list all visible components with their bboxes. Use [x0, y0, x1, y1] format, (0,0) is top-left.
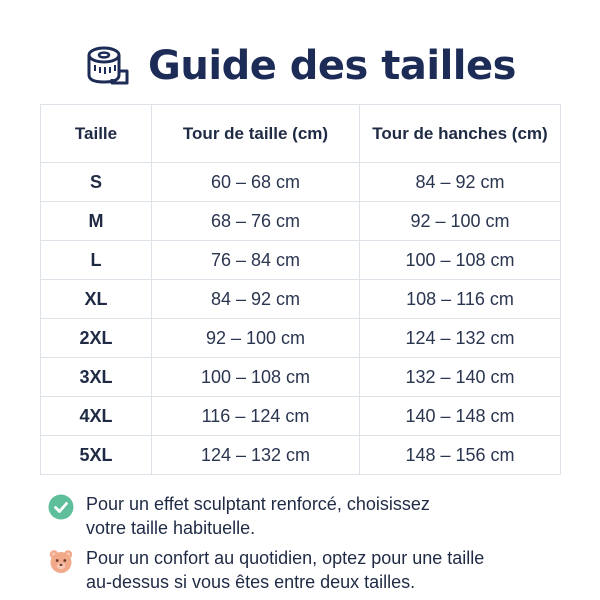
header — [0, 34, 600, 98]
table-header-row — [41, 105, 561, 163]
waist-cell: 60 – 68 cm — [152, 163, 360, 202]
waist-cell: 92 – 100 cm — [152, 319, 360, 358]
size-cell: 4XL — [41, 397, 152, 436]
hips-cell: 124 – 132 cm — [360, 319, 561, 358]
note-line: votre taille habituelle. — [86, 518, 256, 538]
table-row — [41, 358, 561, 397]
waist-cell: 100 – 108 cm — [152, 358, 360, 397]
table-row — [41, 319, 561, 358]
size-cell: 5XL — [41, 436, 152, 475]
hips-cell: 108 – 116 cm — [360, 280, 561, 319]
table-row — [41, 163, 561, 202]
column-header-waist: Tour de taille (cm) — [152, 105, 360, 163]
note-line: Pour un effet sculptant renforcé, choisissez — [86, 494, 430, 514]
note-line: Pour un confort au quotidien, optez pour une taille — [86, 548, 485, 568]
note-text — [86, 492, 430, 540]
table-row — [41, 280, 561, 319]
hips-cell: 148 – 156 cm — [360, 436, 561, 475]
size-table — [40, 104, 561, 475]
check-circle-icon — [48, 494, 74, 520]
column-header-size: Taille — [41, 105, 152, 163]
hips-cell: 84 – 92 cm — [360, 163, 561, 202]
note-text — [86, 546, 484, 594]
table-row — [41, 202, 561, 241]
size-cell: M — [41, 202, 152, 241]
waist-cell: 76 – 84 cm — [152, 241, 360, 280]
hips-cell: 132 – 140 cm — [360, 358, 561, 397]
note-sculpting — [48, 492, 568, 540]
size-cell: L — [41, 241, 152, 280]
note-comfort — [48, 546, 568, 594]
measuring-tape-icon — [84, 43, 130, 89]
hips-cell: 140 – 148 cm — [360, 397, 561, 436]
column-header-hips: Tour de hanches (cm) — [360, 105, 561, 163]
waist-cell: 68 – 76 cm — [152, 202, 360, 241]
table-row — [41, 397, 561, 436]
table-row — [41, 436, 561, 475]
table-row — [41, 241, 561, 280]
size-cell: 2XL — [41, 319, 152, 358]
waist-cell: 116 – 124 cm — [152, 397, 360, 436]
teddy-bear-icon — [48, 548, 74, 574]
hips-cell: 92 – 100 cm — [360, 202, 561, 241]
size-cell: XL — [41, 280, 152, 319]
note-line: au-dessus si vous êtes entre deux tailles. — [86, 572, 416, 592]
waist-cell: 124 – 132 cm — [152, 436, 360, 475]
hips-cell: 100 – 108 cm — [360, 241, 561, 280]
size-cell: S — [41, 163, 152, 202]
waist-cell: 84 – 92 cm — [152, 280, 360, 319]
page-title: Guide des tailles — [148, 43, 516, 89]
size-cell: 3XL — [41, 358, 152, 397]
